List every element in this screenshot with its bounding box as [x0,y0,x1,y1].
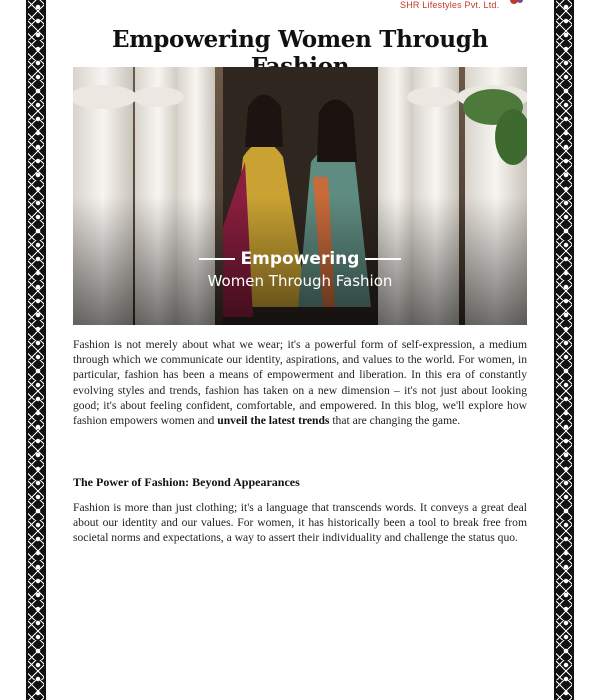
page-title: Empowering Women Through [111,26,488,53]
latest-trends-link[interactable]: unveil the latest trends [217,414,330,428]
section-paragraph: Fashion is more than just clothing; it's a language that transcends words. It conveys a great deal about our identity and our values. For women, it has historically been a tool to break free from societal norms and expectations, a way to assert their individuality and challenge the status quo. [73,501,527,545]
decorative-border-right [554,0,574,700]
hero-subtitle: Women Through Fashion [207,272,393,290]
hero-title [73,249,527,269]
hero-image [73,67,527,325]
section-heading: The Power of Fashion: Beyond Appearances [73,475,300,489]
intro-paragraph [73,337,527,428]
brand-logo-icon [510,0,524,6]
brand-name: SHR Lifestyles Pvt. Ltd. [400,0,500,10]
hero-title-rule-left [199,258,235,260]
hero-title-text: Empowering [240,249,360,269]
intro-text: Fashion is not merely about what we wear; it's a powerful form of self-expression, a medium through which we communicate our identity, aspirations, and values to the world. For women, in particular, fashion has been a means of empowerment and liberation. In this era of constantly evolving styles and trends, fashion has taken on a new dimension – it's not just about looking good; it's about feeling confident, comfortable, and empowered. In this blog, we'll explore how fashion empowers women and [73,338,527,428]
decorative-border-left [26,0,46,700]
intro-text-end: that are changing the game. [329,414,461,428]
hero-title-rule-right [365,258,401,260]
